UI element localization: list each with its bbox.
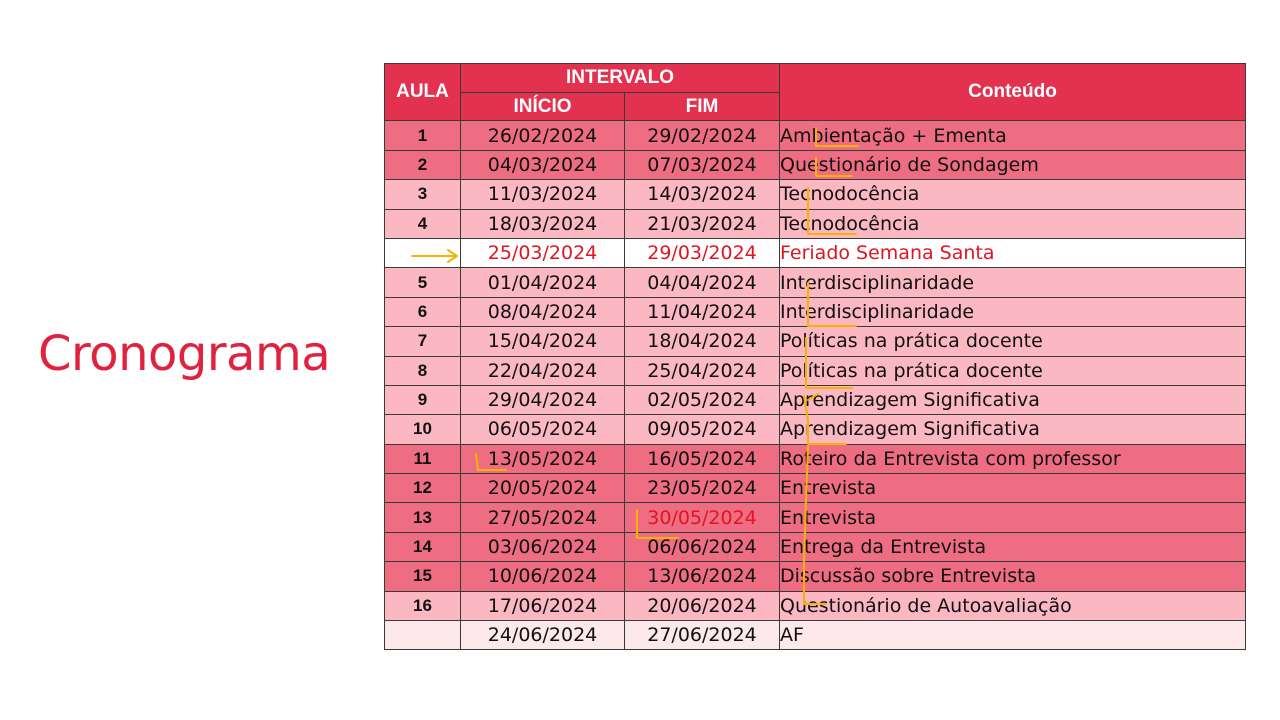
inicio-cell: 17/06/2024 [461, 591, 625, 620]
aula-cell: 7 [385, 327, 461, 356]
header-conteudo: Conteúdo [780, 64, 1246, 121]
inicio-cell: 10/06/2024 [461, 562, 625, 591]
conteudo-cell: Tecnodocência [780, 209, 1246, 238]
aula-cell: 3 [385, 180, 461, 209]
conteudo-cell: Roteiro da Entrevista com professor [780, 444, 1246, 473]
aula-cell [385, 621, 461, 650]
inicio-cell: 01/04/2024 [461, 268, 625, 297]
table-row [385, 180, 1246, 209]
inicio-cell: 25/03/2024 [461, 238, 625, 267]
table-row [385, 444, 1246, 473]
header-inicio: INÍCIO [461, 93, 625, 121]
inicio-cell: 11/03/2024 [461, 180, 625, 209]
conteudo-cell: Entrevista [780, 503, 1246, 532]
fim-cell: 29/02/2024 [625, 121, 780, 150]
fim-cell: 13/06/2024 [625, 562, 780, 591]
inicio-cell: 26/02/2024 [461, 121, 625, 150]
aula-cell: 6 [385, 297, 461, 326]
table-row [385, 503, 1246, 532]
aula-cell: 15 [385, 562, 461, 591]
aula-cell: 16 [385, 591, 461, 620]
aula-cell: 13 [385, 503, 461, 532]
aula-cell: 2 [385, 150, 461, 179]
aula-cell: 9 [385, 385, 461, 414]
conteudo-cell: Políticas na prática docente [780, 327, 1246, 356]
conteudo-cell: Discussão sobre Entrevista [780, 562, 1246, 591]
fim-cell: 21/03/2024 [625, 209, 780, 238]
table-row [385, 356, 1246, 385]
fim-cell: 25/04/2024 [625, 356, 780, 385]
fim-cell: 18/04/2024 [625, 327, 780, 356]
conteudo-cell: Entrevista [780, 474, 1246, 503]
fim-cell: 23/05/2024 [625, 474, 780, 503]
conteudo-cell: Feriado Semana Santa [780, 238, 1246, 267]
table-row [385, 268, 1246, 297]
aula-cell: 11 [385, 444, 461, 473]
fim-cell: 16/05/2024 [625, 444, 780, 473]
table-row [385, 327, 1246, 356]
inicio-cell: 03/06/2024 [461, 532, 625, 561]
inicio-cell: 13/05/2024 [461, 444, 625, 473]
conteudo-cell: Entrega da Entrevista [780, 532, 1246, 561]
table-row [385, 591, 1246, 620]
inicio-cell: 22/04/2024 [461, 356, 625, 385]
table-row-holiday [385, 238, 1246, 267]
inicio-cell: 15/04/2024 [461, 327, 625, 356]
fim-cell: 06/06/2024 [625, 532, 780, 561]
table-row [385, 150, 1246, 179]
conteudo-cell: Ambientação + Ementa [780, 121, 1246, 150]
aula-cell: 5 [385, 268, 461, 297]
fim-cell: 27/06/2024 [625, 621, 780, 650]
conteudo-cell: Tecnodocência [780, 180, 1246, 209]
inicio-cell: 18/03/2024 [461, 209, 625, 238]
inicio-cell: 27/05/2024 [461, 503, 625, 532]
header-row [385, 64, 1246, 93]
conteudo-cell: Interdisciplinaridade [780, 297, 1246, 326]
fim-cell: 30/05/2024 [625, 503, 780, 532]
header-aula: AULA [385, 64, 461, 121]
table-row [385, 121, 1246, 150]
aula-cell: 10 [385, 415, 461, 444]
fim-cell: 29/03/2024 [625, 238, 780, 267]
fim-cell: 14/03/2024 [625, 180, 780, 209]
conteudo-cell: Questionário de Autoavaliação [780, 591, 1246, 620]
schedule-table [384, 63, 1246, 650]
fim-cell: 20/06/2024 [625, 591, 780, 620]
table-row [385, 621, 1246, 650]
aula-cell [385, 238, 461, 267]
slide-title: Cronograma [38, 326, 331, 382]
table-row [385, 415, 1246, 444]
conteudo-cell: Aprendizagem Significativa [780, 385, 1246, 414]
conteudo-cell: Políticas na prática docente [780, 356, 1246, 385]
inicio-cell: 29/04/2024 [461, 385, 625, 414]
table-row [385, 209, 1246, 238]
aula-cell: 4 [385, 209, 461, 238]
table-row [385, 562, 1246, 591]
inicio-cell: 20/05/2024 [461, 474, 625, 503]
header-intervalo: INTERVALO [461, 64, 780, 93]
conteudo-cell: AF [780, 621, 1246, 650]
header-fim: FIM [625, 93, 780, 121]
table-row [385, 297, 1246, 326]
aula-cell: 14 [385, 532, 461, 561]
table-row [385, 532, 1246, 561]
fim-cell: 04/04/2024 [625, 268, 780, 297]
conteudo-cell: Aprendizagem Significativa [780, 415, 1246, 444]
fim-cell: 09/05/2024 [625, 415, 780, 444]
table-row [385, 385, 1246, 414]
aula-cell: 8 [385, 356, 461, 385]
inicio-cell: 24/06/2024 [461, 621, 625, 650]
aula-cell: 1 [385, 121, 461, 150]
fim-cell: 07/03/2024 [625, 150, 780, 179]
fim-cell: 02/05/2024 [625, 385, 780, 414]
inicio-cell: 08/04/2024 [461, 297, 625, 326]
conteudo-cell: Interdisciplinaridade [780, 268, 1246, 297]
inicio-cell: 04/03/2024 [461, 150, 625, 179]
conteudo-cell: Questionário de Sondagem [780, 150, 1246, 179]
aula-cell: 12 [385, 474, 461, 503]
table-row [385, 474, 1246, 503]
inicio-cell: 06/05/2024 [461, 415, 625, 444]
fim-cell: 11/04/2024 [625, 297, 780, 326]
